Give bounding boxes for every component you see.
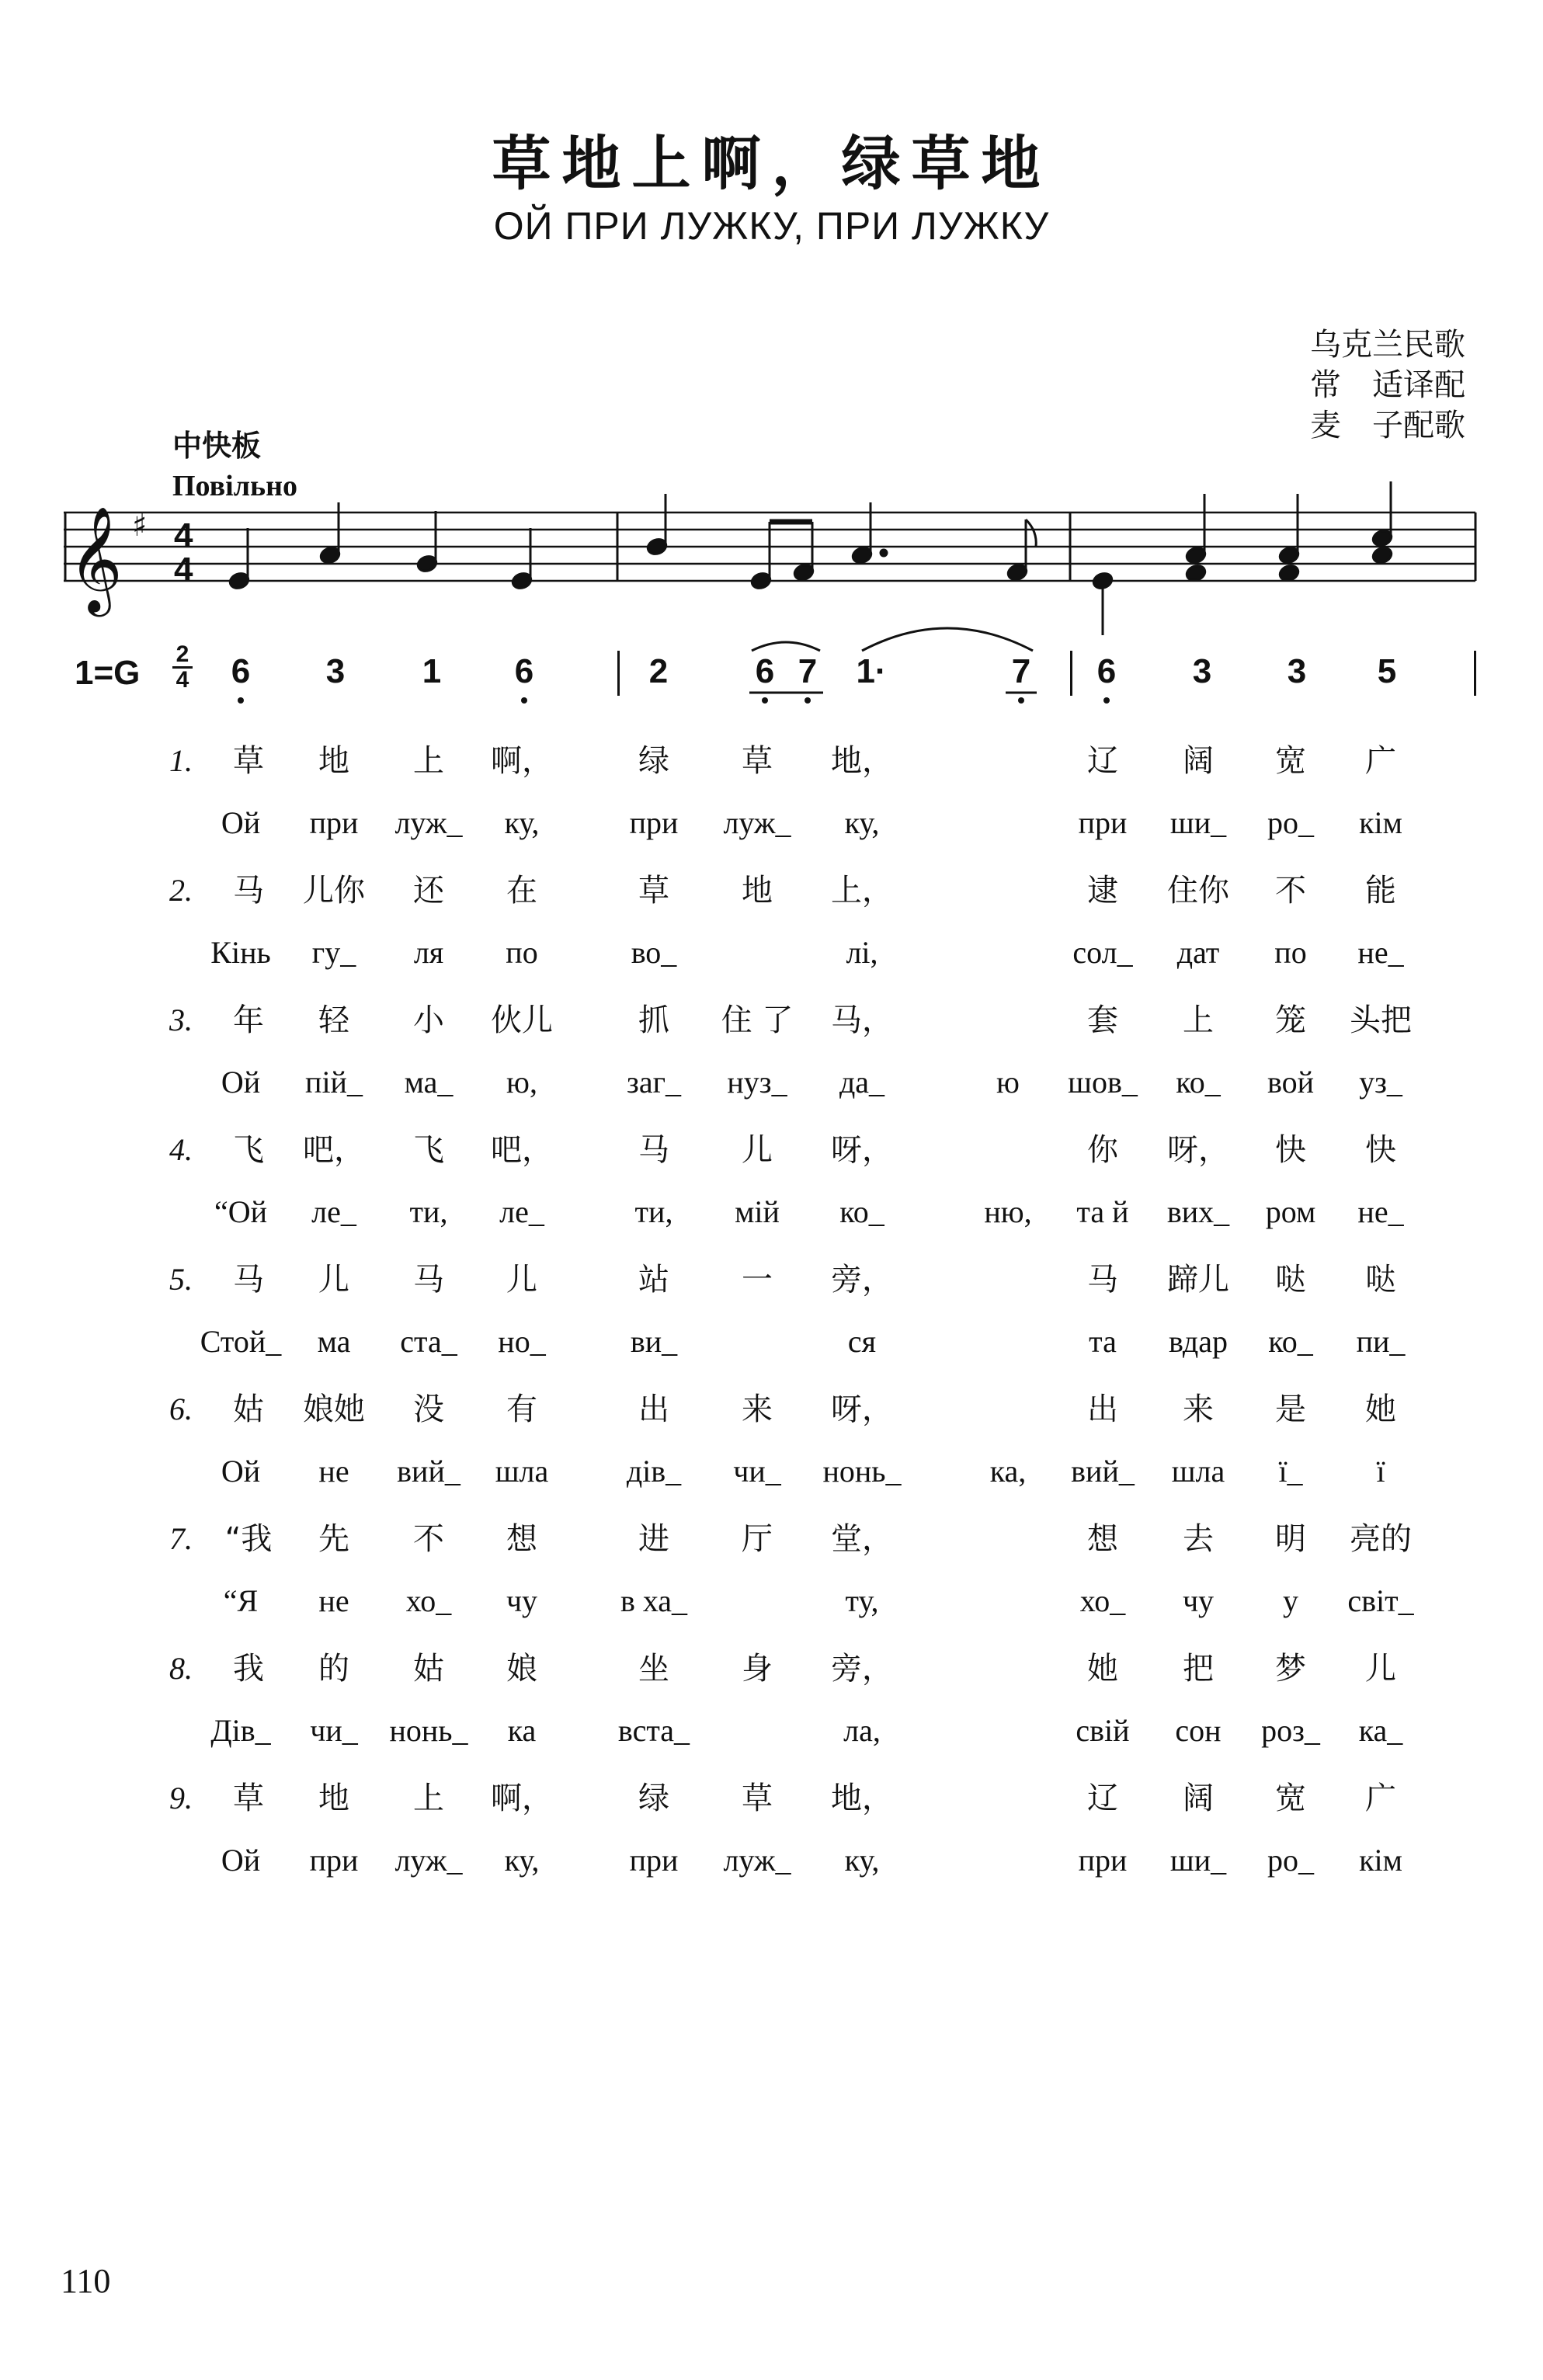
lyric-syllable-ukrainian: во_ [631, 935, 677, 970]
lyric-syllable-ukrainian: не_ [1357, 935, 1404, 970]
lyric-syllable-chinese: 住 了 [721, 1002, 794, 1038]
lyric-syllable-chinese: 啊， [491, 1781, 553, 1816]
lyric-syllable-chinese: 坐 [638, 1651, 669, 1687]
lyric-syllable-ukrainian: Ой [221, 1454, 261, 1489]
lyric-syllable-ukrainian: шла [495, 1454, 549, 1489]
lyric-syllable-chinese: 吧， [303, 1132, 365, 1168]
verse-number: 5. [169, 1262, 193, 1297]
lyric-syllable-chinese: 广 [1365, 743, 1396, 779]
lyric-syllable-chinese: 她 [1365, 1392, 1396, 1427]
lyric-syllable-ukrainian: ви_ [630, 1324, 678, 1359]
lyric-syllable-chinese: 吧， [491, 1132, 553, 1168]
jianpu-note: 6 [1096, 652, 1117, 690]
lyric-syllable-ukrainian: ю [996, 1065, 1020, 1100]
lyric-syllable-ukrainian: сон [1175, 1713, 1222, 1748]
verse-number: 2. [169, 873, 193, 908]
lyric-syllable-chinese: 快 [1365, 1132, 1396, 1168]
lyric-syllable-ukrainian: пій_ [305, 1065, 363, 1100]
lyric-syllable-chinese: 马， [831, 1002, 893, 1038]
lyric-syllable-ukrainian: ле_ [311, 1194, 356, 1229]
lyric-syllable-chinese: 草 [638, 873, 669, 909]
verse-ukrainian-line [0, 1059, 1543, 1106]
lyric-syllable-ukrainian: хо_ [405, 1583, 452, 1618]
jianpu-note: 7 [1011, 652, 1031, 690]
lyric-syllable-ukrainian: ста_ [400, 1324, 457, 1359]
lyric-syllable-chinese: 小 [413, 1002, 444, 1038]
lyric-syllable-ukrainian: ку, [844, 1843, 880, 1878]
lyric-syllable-ukrainian: ко_ [1268, 1324, 1313, 1359]
lyric-syllable-ukrainian: дів_ [626, 1454, 682, 1489]
lyric-syllable-chinese: 娘 [506, 1651, 537, 1687]
lyric-syllable-chinese: 草 [233, 1781, 264, 1816]
lyric-syllable-ukrainian: при [629, 805, 679, 840]
lyric-syllable-ukrainian: та [1089, 1324, 1117, 1359]
verse-number: 7. [169, 1521, 193, 1556]
lyric-syllable-ukrainian: при [309, 1843, 359, 1878]
lyric-syllable-ukrainian: вий_ [397, 1454, 460, 1489]
lyric-syllable-chinese: 宽 [1275, 743, 1306, 779]
lyric-syllable-chinese: 儿 [742, 1132, 773, 1168]
lyric-syllable-ukrainian: заг_ [627, 1065, 681, 1100]
lyric-syllable-ukrainian: ром [1265, 1194, 1316, 1229]
lyric-syllable-ukrainian: ту, [845, 1583, 879, 1618]
lyric-syllable-ukrainian: ї_ [1278, 1454, 1303, 1489]
lyric-syllable-chinese: 想 [1087, 1521, 1118, 1557]
lyric-syllable-ukrainian: ро_ [1267, 805, 1314, 840]
verse-ukrainian-line [0, 1578, 1543, 1624]
lyric-syllable-chinese: 你 [1087, 1132, 1118, 1168]
lyric-syllable-chinese: 哒 [1275, 1262, 1306, 1298]
lyric-syllable-ukrainian: по [1274, 935, 1307, 970]
lyric-syllable-chinese: 草 [233, 743, 264, 779]
lyric-syllable-chinese: 住你 [1167, 873, 1229, 909]
lyric-syllable-ukrainian: ля [413, 935, 444, 970]
lyric-syllable-chinese: 进 [638, 1521, 669, 1557]
lyric-syllable-ukrainian: у [1283, 1583, 1298, 1618]
time-signature-top: 2 [175, 641, 189, 667]
lyric-syllable-ukrainian: ку, [844, 805, 880, 840]
lyric-syllable-chinese: 旁， [831, 1262, 893, 1298]
verse-number: 3. [169, 1002, 193, 1037]
lyric-syllable-chinese: 还 [413, 873, 444, 909]
lyric-syllable-ukrainian: ню, [984, 1194, 1032, 1229]
lyric-syllable-ukrainian: вий_ [1071, 1454, 1135, 1489]
lyric-syllable-ukrainian: луж_ [723, 1843, 791, 1878]
lyric-syllable-ukrainian: вих_ [1166, 1194, 1230, 1229]
lyric-syllable-ukrainian: нуз_ [727, 1065, 787, 1100]
lyric-syllable-chinese: 的 [318, 1651, 349, 1687]
jianpu-note: 6 [755, 652, 775, 690]
song-title-ukrainian: ОЙ ПРИ ЛУЖКУ, ПРИ ЛУЖКУ [493, 204, 1050, 248]
lyric-syllable-ukrainian: луж_ [394, 805, 463, 840]
lyric-syllable-ukrainian: пи_ [1356, 1324, 1406, 1359]
lyric-syllable-chinese: 厅 [742, 1521, 773, 1557]
sharp-icon: ♯ [132, 508, 148, 544]
lyric-syllable-chinese: 来 [1183, 1392, 1214, 1427]
tempo-ukrainian: Повільно [172, 470, 297, 502]
lyric-syllable-chinese: 姑 [233, 1392, 264, 1427]
lyric-syllable-ukrainian: да_ [839, 1065, 885, 1100]
lyric-syllable-chinese: 轻 [318, 1002, 349, 1038]
lyric-syllable-ukrainian: при [1078, 805, 1128, 840]
lyric-syllable-chinese: 有 [506, 1392, 537, 1427]
verse-ukrainian-line [0, 1837, 1543, 1884]
lyric-syllable-chinese: 出 [1087, 1392, 1118, 1427]
lyric-syllable-ukrainian: ка, [989, 1454, 1027, 1489]
verse-chinese-line [0, 1645, 1543, 1692]
lyric-syllable-chinese: 地 [742, 873, 773, 909]
lyric-syllable-ukrainian: ла, [843, 1713, 881, 1748]
lyric-syllable-chinese: 伙儿 [491, 1002, 553, 1038]
verse-ukrainian-line [0, 1448, 1543, 1495]
lyric-syllable-ukrainian: ле_ [499, 1194, 544, 1229]
lyric-syllable-chinese: 去 [1183, 1521, 1214, 1557]
lyric-syllable-ukrainian: Дів_ [210, 1713, 271, 1748]
jianpu-note: 2 [648, 652, 669, 690]
lyric-syllable-chinese: 快 [1275, 1132, 1306, 1168]
measure-2 [646, 494, 1037, 591]
lyric-syllable-chinese: 亮的 [1350, 1521, 1412, 1557]
lyric-syllable-chinese: 姑 [413, 1651, 444, 1687]
lyric-syllable-chinese: “我 [224, 1521, 273, 1557]
lyric-syllable-ukrainian: но_ [498, 1324, 546, 1359]
lyric-syllable-chinese: 不 [413, 1521, 444, 1557]
lyric-syllable-chinese: 儿 [318, 1262, 349, 1298]
jianpu-note: 3 [1287, 652, 1307, 690]
lyric-syllable-ukrainian: при [629, 1843, 679, 1878]
lyric-syllable-chinese: 马 [638, 1132, 669, 1168]
key-signature: 1=G [75, 654, 141, 692]
lyric-syllable-ukrainian: чу [506, 1583, 538, 1618]
lyric-syllable-chinese: 笼 [1275, 1002, 1306, 1038]
lyric-syllable-chinese: 逮 [1087, 873, 1118, 909]
credit-translator: 常 适译配 [1310, 367, 1465, 403]
lyric-syllable-ukrainian: шов_ [1068, 1065, 1138, 1100]
jianpu-note: 1 [422, 652, 442, 690]
lyric-syllable-chinese: 站 [638, 1262, 669, 1298]
lyric-syllable-ukrainian: при [309, 805, 359, 840]
lyric-syllable-ukrainian: кім [1359, 805, 1402, 840]
lyric-syllable-ukrainian: Ой [221, 1843, 261, 1878]
staff-time-signature-bottom: 4 [174, 551, 193, 589]
verse-ukrainian-line [0, 1708, 1543, 1754]
lyric-syllable-chinese: 上 [1183, 1002, 1214, 1038]
lyric-syllable-chinese: 马 [413, 1262, 444, 1298]
lyric-syllable-chinese: 一 [742, 1262, 773, 1298]
jianpu-note: 6 [514, 652, 534, 690]
lyric-syllable-chinese: 年 [233, 1002, 264, 1038]
lyric-syllable-chinese: 呀， [831, 1132, 893, 1168]
page-number: 110 [61, 2262, 111, 2300]
lyric-syllable-ukrainian: ка_ [1358, 1713, 1403, 1748]
lyric-syllable-chinese: 梦 [1275, 1651, 1306, 1687]
lyric-syllable-ukrainian: ко_ [1176, 1065, 1221, 1100]
lyric-syllable-ukrainian: ку, [504, 1843, 540, 1878]
lyric-syllable-chinese: 在 [506, 873, 537, 909]
lyric-syllable-chinese: 头把 [1350, 1002, 1412, 1038]
lyric-syllable-chinese: 地 [318, 1781, 349, 1816]
time-signature-bottom: 4 [175, 667, 189, 693]
lyric-syllable-chinese: 套 [1087, 1002, 1118, 1038]
jianpu-note: 1· [856, 652, 887, 690]
lyric-syllable-chinese: 没 [413, 1392, 444, 1427]
lyric-syllable-chinese: 想 [506, 1521, 537, 1557]
lyric-syllable-chinese: 阔 [1183, 743, 1214, 779]
lyric-syllable-chinese: 马 [233, 1262, 264, 1298]
lyric-syllable-chinese: 上 [413, 743, 444, 779]
lyric-syllable-chinese: 是 [1275, 1392, 1306, 1427]
lyric-syllable-ukrainian: чи_ [733, 1454, 781, 1489]
lyric-syllable-ukrainian: “Я [223, 1583, 259, 1618]
lyric-syllable-ukrainian: нонь_ [389, 1713, 468, 1748]
lyric-syllable-chinese: 辽 [1087, 743, 1118, 779]
lyric-syllable-ukrainian: не [318, 1583, 349, 1618]
verse-ukrainian-line [0, 929, 1543, 976]
jianpu-note: 6 [231, 652, 251, 690]
verse-ukrainian-line [0, 1319, 1543, 1365]
lyric-syllable-ukrainian: дат [1176, 935, 1220, 970]
verse-chinese-line [0, 1386, 1543, 1433]
lyric-syllable-chinese: 把 [1183, 1651, 1214, 1687]
lyric-syllable-ukrainian: ти, [409, 1194, 448, 1229]
lyric-syllable-ukrainian: ма_ [404, 1065, 454, 1100]
verse-ukrainian-line [0, 800, 1543, 846]
lyric-syllable-ukrainian: свій [1076, 1713, 1130, 1748]
lyric-syllable-ukrainian: ро_ [1267, 1843, 1314, 1878]
lyric-syllable-ukrainian: не_ [1357, 1194, 1404, 1229]
lyric-syllable-chinese: 儿 [1365, 1651, 1396, 1687]
lyric-syllable-chinese: 广 [1365, 1781, 1396, 1816]
lyric-syllable-chinese: 草 [742, 1781, 773, 1816]
lyric-syllable-ukrainian: мій [735, 1194, 780, 1229]
lyric-syllable-ukrainian: нонь_ [822, 1454, 902, 1489]
lyric-syllable-chinese: 地， [831, 743, 893, 779]
lyric-syllable-chinese: 呀， [831, 1392, 893, 1427]
lyric-syllable-chinese: 马 [233, 873, 264, 909]
lyric-syllable-ukrainian: не [318, 1454, 349, 1489]
lyric-syllable-ukrainian: чу [1182, 1583, 1215, 1618]
lyric-syllable-ukrainian: ко_ [839, 1194, 884, 1229]
lyric-syllable-ukrainian: ю, [506, 1065, 537, 1100]
lyric-syllable-ukrainian: ся [847, 1324, 877, 1359]
lyric-syllable-chinese: 儿你 [303, 873, 365, 909]
lyric-syllable-chinese: 呀， [1167, 1132, 1229, 1168]
lyric-syllable-chinese: 辽 [1087, 1781, 1118, 1816]
verse-chinese-line [0, 1127, 1543, 1173]
lyric-syllable-ukrainian: ї [1376, 1454, 1385, 1489]
lyric-syllable-ukrainian: вдар [1169, 1324, 1228, 1359]
lyric-syllable-chinese: 草 [742, 743, 773, 779]
lyric-syllable-ukrainian: гу_ [311, 935, 356, 970]
lyric-syllable-ukrainian: вста_ [617, 1713, 690, 1748]
lyric-syllable-ukrainian: Кінь [210, 935, 271, 970]
verse-number: 6. [169, 1392, 193, 1426]
lyric-syllable-chinese: 啊， [491, 743, 553, 779]
credit-origin: 乌克兰民歌 [1310, 327, 1465, 363]
lyric-syllable-chinese: 儿 [506, 1262, 537, 1298]
staff-time-signature-top: 4 [174, 516, 193, 554]
lyric-syllable-ukrainian: шла [1171, 1454, 1225, 1489]
lyric-syllable-ukrainian: роз_ [1261, 1713, 1320, 1748]
lyric-syllable-chinese: 抓 [638, 1002, 669, 1038]
verse-chinese-line [0, 1775, 1543, 1822]
lyric-syllable-chinese: 来 [742, 1392, 773, 1427]
lyric-syllable-chinese: 绿 [638, 743, 669, 779]
jianpu-note: 7 [798, 652, 818, 690]
lyric-syllable-chinese: 堂， [831, 1521, 893, 1557]
song-title-chinese: 草地上啊，绿草地 [492, 129, 1051, 198]
tempo-chinese: 中快板 [172, 429, 262, 463]
lyric-syllable-chinese: 飞 [233, 1132, 264, 1168]
lyric-syllable-ukrainian: Ой [221, 805, 261, 840]
verse-number: 8. [169, 1651, 193, 1686]
lyric-syllable-ukrainian: чи_ [310, 1713, 358, 1748]
lyric-syllable-ukrainian: кім [1359, 1843, 1402, 1878]
lyric-syllable-chinese: 宽 [1275, 1781, 1306, 1816]
verse-chinese-line [0, 867, 1543, 914]
verse-ukrainian-line [0, 1189, 1543, 1235]
song-credits [1310, 325, 1465, 446]
lyric-syllable-chinese: 先 [318, 1521, 349, 1557]
lyric-syllable-ukrainian: вой [1267, 1065, 1315, 1100]
lyric-syllable-ukrainian: уз_ [1359, 1065, 1402, 1100]
lyric-syllable-chinese: 身 [742, 1651, 773, 1687]
verse-chinese-line [0, 1516, 1543, 1562]
verse-number: 1. [169, 743, 193, 778]
lyric-syllable-chinese: 地， [831, 1781, 893, 1816]
lyric-syllable-ukrainian: “Ой [214, 1194, 268, 1229]
lyric-syllable-ukrainian: ку, [504, 805, 540, 840]
verse-chinese-line [0, 1256, 1543, 1303]
lyric-syllable-chinese: 蹄儿 [1167, 1262, 1229, 1298]
lyric-syllable-chinese: 出 [638, 1392, 669, 1427]
verse-number: 9. [169, 1781, 193, 1815]
lyric-syllable-chinese: 能 [1365, 873, 1396, 909]
lyric-syllable-chinese: 上 [413, 1781, 444, 1816]
lyric-syllable-ukrainian: Стой_ [200, 1324, 282, 1359]
jianpu-markings [0, 606, 1543, 730]
lyric-syllable-chinese: 绿 [638, 1781, 669, 1816]
lyric-syllable-ukrainian: хо_ [1079, 1583, 1126, 1618]
lyric-syllable-ukrainian: ши_ [1169, 805, 1227, 840]
lyric-syllable-chinese: 娘她 [303, 1392, 365, 1427]
lyric-syllable-chinese: 阔 [1183, 1781, 1214, 1816]
lyric-syllable-ukrainian: світ_ [1347, 1583, 1414, 1618]
verse-chinese-line [0, 997, 1543, 1044]
verse-number: 4. [169, 1132, 193, 1167]
treble-clef-icon: 𝄞 [68, 505, 123, 612]
lyric-syllable-ukrainian: по [506, 935, 538, 970]
lyric-syllable-chinese: 上， [831, 873, 893, 909]
jianpu-note: 3 [325, 652, 346, 690]
lyric-syllable-ukrainian: в ха_ [620, 1583, 688, 1618]
lyric-syllable-ukrainian: ши_ [1169, 1843, 1227, 1878]
lyric-syllable-ukrainian: та й [1076, 1194, 1129, 1229]
lyric-syllable-chinese: 哒 [1365, 1262, 1396, 1298]
lyric-syllable-ukrainian: лі, [846, 935, 878, 970]
lyric-syllable-chinese: 不 [1275, 873, 1306, 909]
lyric-syllable-chinese: 旁， [831, 1651, 893, 1687]
verse-chinese-line [0, 738, 1543, 784]
lyric-syllable-ukrainian: луж_ [723, 805, 791, 840]
lyric-syllable-chinese: 马 [1087, 1262, 1118, 1298]
lyric-syllable-ukrainian: ка [507, 1713, 537, 1748]
lyric-syllable-chinese: 明 [1275, 1521, 1306, 1557]
jianpu-note: 3 [1192, 652, 1212, 690]
lyric-syllable-chinese: 地 [318, 743, 349, 779]
credit-lyricist: 麦 子配歌 [1310, 408, 1465, 443]
lyric-syllable-ukrainian: при [1078, 1843, 1128, 1878]
lyric-syllable-chinese: 她 [1087, 1651, 1118, 1687]
lyric-syllable-ukrainian: ти, [634, 1194, 673, 1229]
jianpu-note: 5 [1377, 652, 1397, 690]
lyric-syllable-chinese: 我 [233, 1651, 264, 1687]
lyric-syllable-ukrainian: ма [317, 1324, 351, 1359]
lyric-syllable-ukrainian: Ой [221, 1065, 261, 1100]
lyric-syllable-chinese: 飞 [413, 1132, 444, 1168]
lyric-syllable-ukrainian: сол_ [1072, 935, 1133, 970]
lyric-syllable-ukrainian: луж_ [394, 1843, 463, 1878]
